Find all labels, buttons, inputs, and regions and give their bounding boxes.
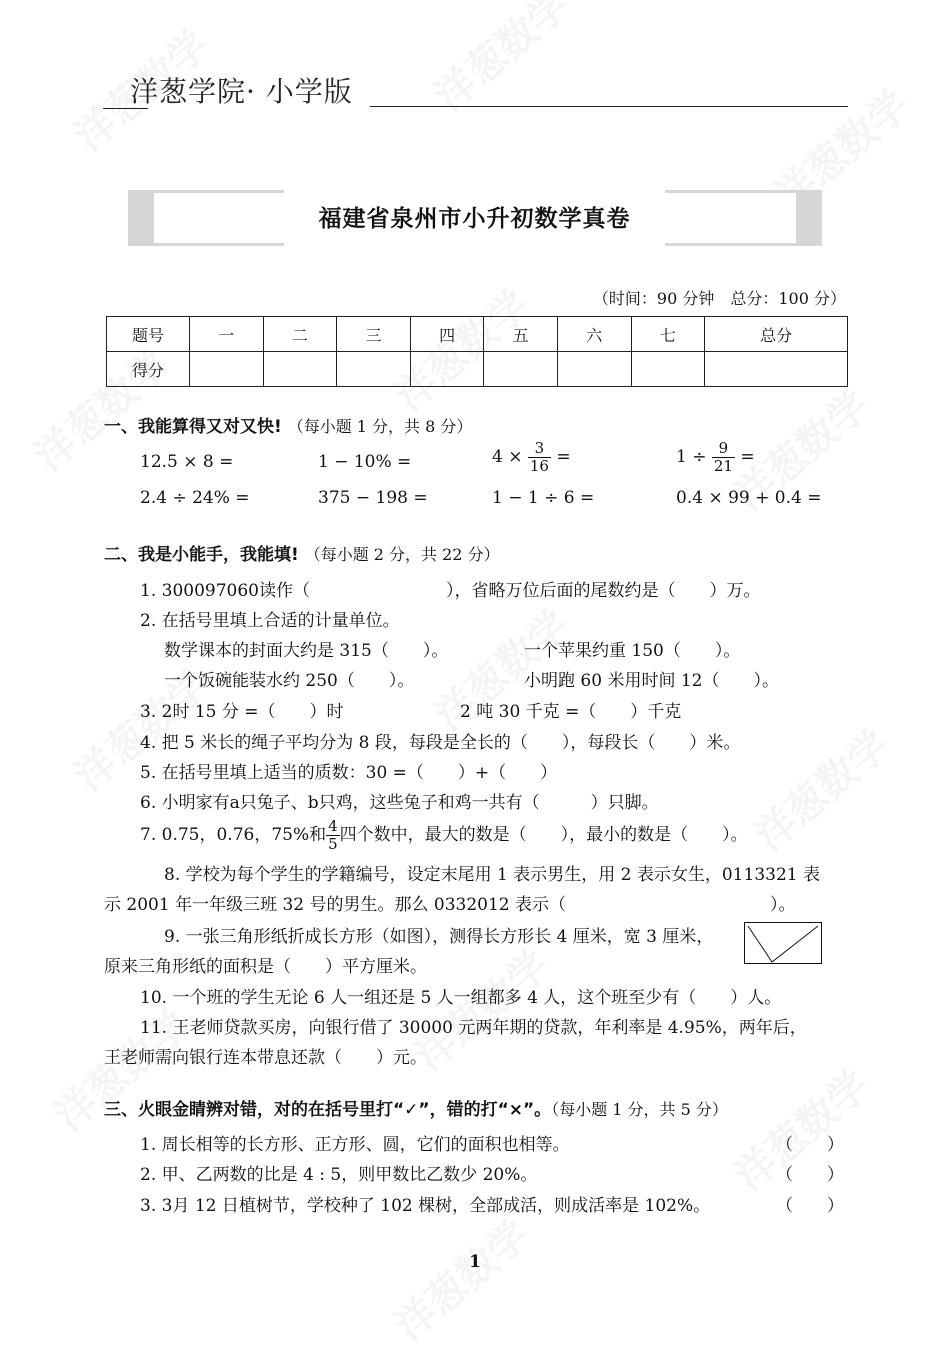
score-input-cell[interactable]	[263, 352, 337, 387]
score-input-cell[interactable]	[337, 352, 411, 387]
section3-title: 三、火眼金睛辨对错，对的在括号里打“✓”，错的打“×”。	[104, 1100, 552, 1120]
fraction	[712, 440, 735, 475]
judge-q2: 2. 甲、乙两数的比是 4 : 5，则甲数比乙数少 20%。	[140, 1165, 538, 1185]
score-input-cell[interactable]	[705, 352, 848, 387]
fill-q6: 6. 小明家有a只兔子、b只鸡，这些兔子和鸡一共有（ ）只脚。	[140, 793, 659, 813]
fill-q1: 1. 300097060读作（ ），省略万位后面的尾数约是（ ）万。	[140, 581, 761, 601]
section2-title: 二、我是小能手，我能填!	[104, 545, 299, 565]
fill-q11-line2: 王老师需向银行连本带息还款（ ）元。	[104, 1048, 427, 1068]
table-cell: 六	[557, 317, 631, 352]
calc-q6: 375 − 198 =	[318, 488, 428, 508]
header-rule-left	[103, 108, 148, 109]
calc-q3	[492, 440, 571, 475]
section1-heading	[104, 412, 472, 437]
judge-q1: 1. 周长相等的长方形、正方形、圆，它们的面积也相等。	[140, 1135, 570, 1155]
fraction-numerator: 3	[528, 440, 551, 458]
fill-q10: 10. 一个班的学生无论 6 人一组还是 5 人一组都多 4 人，这个班至少有（ ）人。	[140, 988, 782, 1008]
score-input-cell[interactable]	[631, 352, 705, 387]
fill-q4: 4. 把 5 米长的绳子平均分为 8 段，每段是全长的（ ），每段长（ ）米。	[140, 733, 741, 753]
fraction-denominator: 5	[328, 835, 338, 853]
score-input-cell[interactable]	[484, 352, 558, 387]
table-cell: 四	[410, 317, 484, 352]
score-input-cell[interactable]	[557, 352, 631, 387]
fraction-denominator: 16	[529, 457, 549, 475]
table-row	[107, 352, 848, 387]
fraction	[528, 440, 551, 475]
watermark-text	[380, 1205, 539, 1352]
section1-title: 一、我能算得又对又快!	[104, 417, 282, 437]
judge-q2-answer[interactable]: （ ）	[776, 1165, 844, 1185]
calc-q4	[676, 440, 755, 475]
judge-q3-answer[interactable]: （ ）	[776, 1196, 844, 1216]
fill-q5: 5. 在括号里填上适当的质数：30 =（ ）+（ ）	[140, 763, 558, 783]
figure-rect	[745, 923, 822, 964]
calc-q4-post: =	[740, 447, 755, 467]
title-banner-left	[128, 190, 284, 246]
judge-q3: 3. 3月 12 日植树节，学校种了 102 棵树，全部成活，则成活率是 102%。	[140, 1196, 711, 1216]
judge-q1-answer[interactable]: （ ）	[776, 1135, 844, 1155]
page-number: 1	[469, 1252, 481, 1272]
fill-q2a: 数学课本的封面大约是 315（ ）。	[164, 641, 449, 661]
calc-q2: 1 − 10% =	[318, 452, 412, 472]
figure-fold-lines	[748, 926, 818, 962]
section2-heading	[104, 540, 500, 565]
brand-header: 洋葱学院· 小学版	[130, 75, 353, 108]
table-cell: 得分	[107, 352, 190, 387]
table-cell: 五	[484, 317, 558, 352]
table-cell: 题号	[107, 317, 190, 352]
table-cell: 一	[190, 317, 264, 352]
fraction-numerator: 9	[712, 440, 735, 458]
fill-q3a: 3. 2时 15 分 =（ ）时	[140, 702, 344, 722]
fill-q2d: 小明跑 60 米用时间 12（ ）。	[524, 671, 779, 691]
section3-heading	[104, 1095, 728, 1120]
fill-q8-line1: 8. 学校为每个学生的学籍编号，设定末尾用 1 表示男生，用 2 表示女生，0113321 表	[164, 865, 820, 885]
fill-q3b: 2 吨 30 千克 =（ ）千克	[460, 702, 682, 722]
calc-q4-pre: 1 ÷	[676, 447, 707, 467]
section3-note: （每小题 1 分，共 5 分）	[551, 1100, 728, 1119]
time-info: （时间：90 分钟 总分：100 分）	[592, 289, 846, 308]
fill-q9-line2: 原来三角形纸的面积是（ ）平方厘米。	[104, 957, 427, 977]
section1-note: （每小题 1 分，共 8 分）	[287, 417, 473, 436]
fraction-numerator: 4	[328, 817, 338, 835]
score-table	[106, 316, 848, 387]
watermark-text	[740, 715, 899, 862]
table-cell: 七	[631, 317, 705, 352]
table-cell: 总分	[705, 317, 848, 352]
calc-q1: 12.5 × 8 =	[140, 452, 234, 472]
fraction	[326, 818, 340, 853]
calc-q5: 2.4 ÷ 24% =	[140, 488, 250, 508]
calc-q3-pre: 4 ×	[492, 447, 523, 467]
watermark-text	[420, 0, 579, 122]
score-input-cell[interactable]	[410, 352, 484, 387]
fill-q2: 2. 在括号里填上合适的计量单位。	[140, 611, 400, 631]
header-rule-right	[370, 106, 848, 107]
calc-q3-post: =	[556, 447, 571, 467]
fill-q2c: 一个饭碗能装水约 250（ ）。	[164, 671, 415, 691]
calc-q7: 1 − 1 ÷ 6 =	[492, 488, 595, 508]
fill-q11-line1: 11. 王老师贷款买房，向银行借了 30000 元两年期的贷款，年利率是 4.95%，两年后，	[140, 1018, 807, 1038]
table-row	[107, 317, 848, 352]
calc-q8: 0.4 × 99 + 0.4 =	[676, 488, 822, 508]
rectangle-figure	[744, 922, 822, 964]
fill-q7-post: 四个数中，最大的数是（ ），最小的数是（ ）。	[339, 825, 748, 845]
page-title: 福建省泉州市小升初数学真卷	[318, 206, 631, 232]
title-banner-right	[665, 190, 822, 246]
fill-q8-line2: 示 2001 年一年级三班 32 号的男生。那么 0332012 表示（ ）。	[104, 895, 796, 915]
score-input-cell[interactable]	[190, 352, 264, 387]
fill-q9-line1: 9. 一张三角形纸折成长方形（如图），测得长方形长 4 厘米，宽 3 厘米，	[164, 927, 714, 947]
table-cell: 三	[337, 317, 411, 352]
fraction-denominator: 21	[713, 457, 733, 475]
fill-q2b: 一个苹果约重 150（ ）。	[524, 641, 741, 661]
fill-q7-pre: 7. 0.75̇，0.76，75%和	[140, 825, 327, 845]
fill-q7	[140, 818, 748, 853]
table-cell: 二	[263, 317, 337, 352]
section2-note: （每小题 2 分，共 22 分）	[304, 545, 500, 564]
